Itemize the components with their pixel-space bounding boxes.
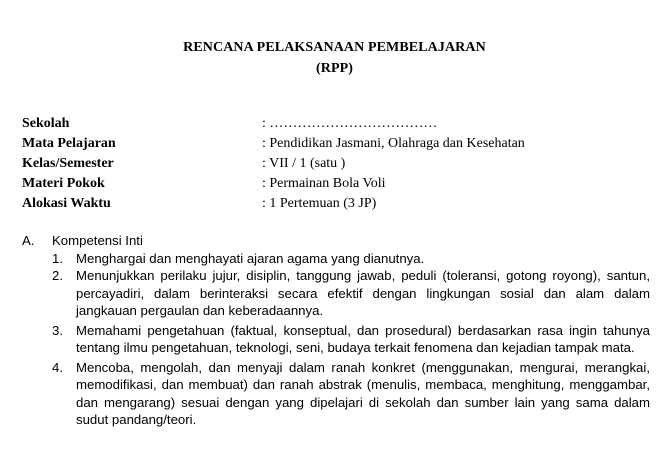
info-row-sekolah	[22, 114, 652, 134]
competency-list	[22, 250, 652, 429]
section-kompetensi-inti	[22, 232, 652, 429]
list-number: 3.	[52, 322, 63, 338]
section-letter: A.	[22, 233, 35, 248]
identity-table	[22, 114, 652, 214]
info-row-alokasi-waktu	[22, 194, 652, 214]
document-title: RENCANA PELAKSANAAN PEMBELAJARAN	[183, 40, 486, 55]
list-item	[22, 322, 652, 357]
section-heading	[22, 232, 652, 250]
info-value: : 1 Pertemuan (3 JP)	[262, 196, 377, 211]
info-label: Kelas/Semester	[22, 156, 114, 171]
list-text: Mencoba, mengolah, dan menyaji dalam ranah konkret (menggunakan, mengurai, merangkai, memodifikasi, dan membuat) dan ranah abstrak (menulis, membaca, menghitung, menggambar, dan mengarang) sesuai dengan yang dipelajari di sekolah dan sumber lain yang sama dalam sudut pandang/teori.	[76, 359, 650, 427]
info-row-kelas-semester	[22, 154, 652, 174]
info-row-materi-pokok	[22, 174, 652, 194]
document-subtitle: (RPP)	[315, 61, 354, 76]
list-item	[22, 267, 652, 320]
list-text: Menghargai dan menghayati ajaran agama yang dianutnya.	[76, 250, 425, 266]
list-number: 4.	[52, 359, 63, 375]
info-value: : ………………………………	[262, 116, 438, 131]
info-row-mata-pelajaran	[22, 134, 652, 154]
list-item	[22, 250, 652, 268]
list-number: 1.	[52, 250, 63, 266]
info-label: Alokasi Waktu	[22, 196, 111, 211]
info-value: : VII / 1 (satu )	[262, 156, 346, 171]
info-label: Materi Pokok	[22, 176, 105, 191]
list-item	[22, 359, 652, 429]
info-label: Sekolah	[22, 116, 70, 131]
info-value: : Permainan Bola Voli	[262, 176, 386, 191]
list-text: Menunjukkan perilaku jujur, disiplin, tanggung jawab, peduli (toleransi, gotong royong), santun, percayadiri, dalam berinteraksi secara efektif dengan lingkungan sosial dan alam dalam jangkauan pergaulan dan keberadaannya.	[76, 268, 650, 318]
info-value: : Pendidikan Jasmani, Olahraga dan Kesehatan	[262, 136, 525, 151]
section-title: Kompetensi Inti	[52, 233, 143, 248]
info-label: Mata Pelajaran	[22, 136, 116, 151]
list-number: 2.	[52, 268, 63, 283]
list-text: Memahami pengetahuan (faktual, konseptual, dan prosedural) berdasarkan rasa ingin tahunya tentang ilmu pengetahuan, teknologi, seni, budaya terkait fenomena dan kejadian tampak mata.	[76, 322, 650, 355]
